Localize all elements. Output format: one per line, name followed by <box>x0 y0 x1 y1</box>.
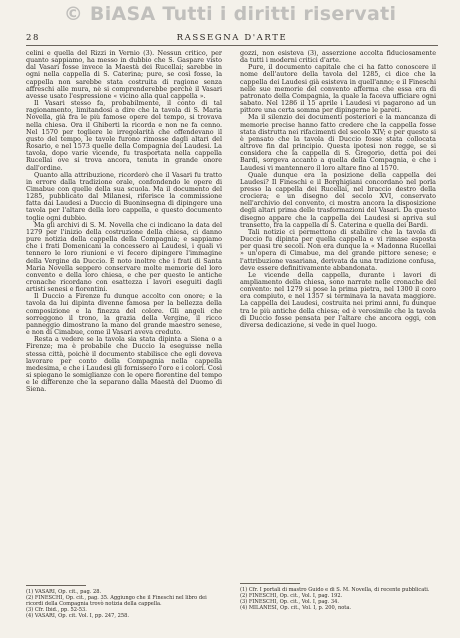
paragraph: Il Vasari stesso fa, probabilmente, il conto di tal ragionamento, limitandosi a dire che la tavola di S. Maria Novella, già fra le più famose opere del tempo, si trovava nella chiesa. Ora il Ghiberti la ricorda e non ne fa cenno. Nel 1570 per togliere le irregolarità che offendevano il gusto del tempo, le tavole furono rimosse dagli altari del Rosario, e nel 1573 quelle della Compagnia dei Laudesi. La tavola, dopo varie vicende, fu trasportata nella cappella Rucellai ove si trova ancora, tenuta in grande onore dall'ordine. <box>26 99 222 172</box>
journal-title: RASSEGNA D'ARTE <box>176 33 288 43</box>
paragraph: Resta a vedere se la tavola sia stata dipinta a Siena o a Firenze; ma è probabile che Duccio la eseguisse nella stessa città, poichè il documento stabilisce che egli doveva lavorare per conto della Compagnia nella cappella medesima, e che i Laudesi gli fornissero l'oro e i colori. Così si spiegano le somiglianze con le opere fiorentine del tempo e le differenze che la separano dalla Maestà del Duomo di Siena. <box>26 335 222 394</box>
footnote: (2) FINESCHI, Op. cit., pag. 35. Aggiungo che il Fineschi nel libro dei ricordi della Compagnia trovò notizia della cappella. <box>26 595 207 608</box>
footnote: (2) FINESCHI, Op. cit., Vol. I, pag. 192. <box>240 593 343 600</box>
footnote-rule <box>240 583 300 584</box>
paragraph: Ma gli archivi di S. M. Novella che ci indicano la data del 1279 per l'inizio della costruzione della chiesa, ci danno pure notizia della cappella della Compagnia; e sappiamo che i frati Domenicani la concessero ai Laudesi, i quali vi tennero le loro riunioni e vi fecero dipingere l'immagine della Vergine da Duccio. È noto inoltre che i frati di Santa Maria Novella seppero conservare molte memorie del loro convento e della loro chiesa, e che per questo le antiche cronache ricordano con esattezza i lavori eseguiti dagli artisti senesi e fiorentini. <box>26 220 222 294</box>
left-column <box>26 50 222 394</box>
footnote: (4) VASARI, Op. cit. Vol. I, pp. 247, 258. <box>26 613 129 620</box>
footnotes-left <box>26 585 222 619</box>
right-column <box>240 50 436 329</box>
page-number: 28 <box>26 33 41 43</box>
paragraph: Il Duccio a Firenze fu dunque accolto con onore; e la tavola da lui dipinta divenne famosa per la bellezza della composizione e la finezza del colore. Gli angeli che sorreggono il trono, la grazia della Vergine, il ricco panneggio dimostrano la mano del grande maestro senese, e non di Cimabue, come il Vasari aveva creduto. <box>26 292 222 337</box>
paragraph: Tali notizie ci permettono di stabilire che la tavola di Duccio fu dipinta per quella cappella e vi rimase esposta per quasi tre secoli. Non era dunque la « Madonna Rucellai » un'opera di Cimabue, ma del grande pittore senese; e l'attribuzione vasariana, derivata da una tradizione confusa, deve essere definitivamente abbandonata. <box>240 227 436 272</box>
running-head <box>26 33 438 46</box>
paragraph: Le vicende della cappella, durante i lavori di ampliamento della chiesa, sono narrate nelle cronache del convento: nel 1279 si pose la prima pietra, nel 1300 il coro era compiuto, e nel 1357 si terminava la navata maggiore. La cappella dei Laudesi, costruita nei primi anni, fu dunque tra le più antiche della chiesa; ed è verosimile che la tavola di Duccio fosse pensata per l'altare che ancora oggi, con diversa dedicazione, si vede in quel luogo. <box>240 270 436 329</box>
footnote: (1) Cfr. I portali di mastro Guido e di S. M. Novella, di recente pubblicati. <box>240 587 430 593</box>
footnote: (3) Cfr. Ibid., pp. 52-53. <box>26 607 87 614</box>
footnotes-right <box>240 583 436 611</box>
paragraph: gozzi, non esisteva (3), asserzione accolta fiduciosamente da tutti i moderni critici d'arte. <box>240 49 436 65</box>
footnote-rule <box>26 585 86 586</box>
watermark: © BiASA Tutti i diritti riservati <box>63 3 397 25</box>
footnote: (1) VASARI, Op. cit., pag. 28. <box>26 589 102 595</box>
footnote: (3) FINESCHI, Op. cit., Vol. I, pag. 34. <box>240 599 339 606</box>
paragraph: celini e quella del Rizzi in Vernio (3). Nessun critico, per quanto sappiamo, ha messo in dubbio che S. Gaspare visto dal Vasari fosse invece la Maestà dei Rucellai; sarebbe in ogni nella cappella di S. Caterina; pure, se così fosse, la cappella non sarebbe stata costruita di ragione senza affreschi alle mura, nè si comprenderebbe perchè il Vasari avesse usato l'espressione « vicino alla qual cappella ». <box>26 49 222 100</box>
footnote: (4) MILANESI, Op. cit., Vol. I, p. 200, nota. <box>240 605 352 612</box>
paragraph: Quanto alla attribuzione, ricorderò che il Vasari fu tratto in errore dalla tradizione orale, confondendo le opere di Cimabue con quelle della sua scuola. Ma il documento del 1285, pubblicato dal Milanesi, riferisce la commissione fatta dai Laudesi a Duccio di Buoninsegna di dipingere una tavola per l'altare della loro cappella, e questo documento toglie ogni dubbio. <box>26 170 222 222</box>
paragraph: Pure, il documento capitale che ci ha fatto conoscere il nome dell'autore della tavola del 1285, ci dice che la cappella dei Laudesi già esisteva in quell'anno; e il Fineschi nelle sue memorie del convento afferma che essa era di patronato della Compagnia, la quale la faceva ufficiare ogni sabato. Nel 1286 il 15 aprile i Laudesi vi pagarono ad un pittore una certa somma per dipingerne le pareti. <box>240 63 436 115</box>
paragraph: Quale dunque era la posizione della cappella dei Laudesi? Il Fineschi e il Borghigiani concordano nel porla presso la cappella dei Rucellai, nel braccio destro della crociera; e un disegno del secolo XVI, conservato nell'archivio del convento, ci mostra ancora la disposizione degli altari prima delle trasformazioni del Vasari. Da questo disegno appare che la cappella dei Laudesi si apriva sul transetto, fra la cappella di S. Caterina e quella dei Bardi. <box>240 170 436 229</box>
paragraph: Ma il silenzio dei documenti posteriori e la mancanza di memorie precise hanno fatto credere che la cappella fosse stata distrutta nei rifacimenti del secolo XIV; e per questo si è pensato che la tavola di Duccio fosse stata collocata altrove fin dal principio. Questa ipotesi non regge, se si considera che la cappella di S. Gregorio, detta poi dei Bardi, sorgeva accanto a quella della Compagnia, e che i Laudesi vi mantennero il loro altare fino al 1570. <box>240 113 436 172</box>
